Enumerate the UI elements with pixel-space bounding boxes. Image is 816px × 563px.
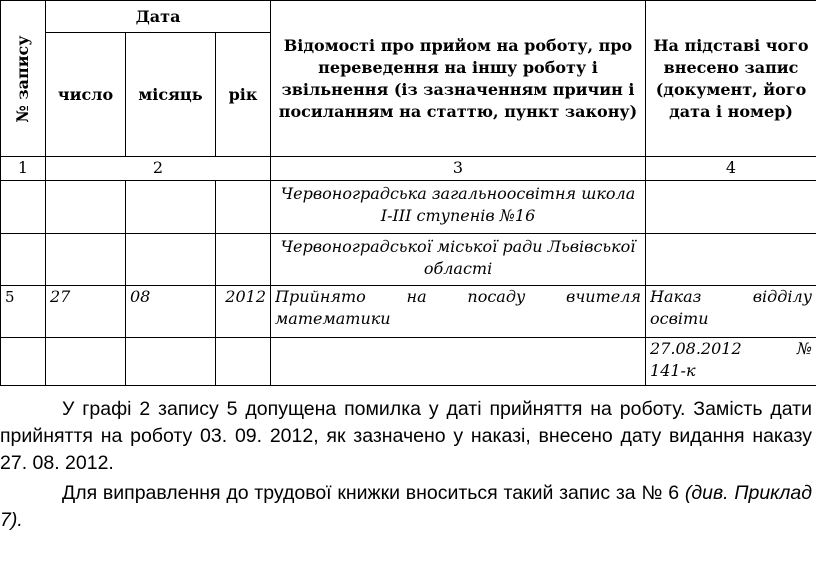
cell-day	[46, 234, 126, 286]
cell-month	[126, 234, 216, 286]
cell-info	[271, 338, 646, 386]
table-row	[1, 338, 816, 386]
paragraph-error-description: У графі 2 запису 5 допущена помилка у даті прийняття на роботу. Замість дати прийняття на роботу 03. 09. 2012, як зазначено у наказі, внесено дату видання наказу 27. 08. 2012.	[0, 398, 812, 474]
cell-day: 27	[46, 286, 126, 338]
cell-info: Червоноградської міської ради Львівської області	[271, 234, 646, 286]
cell-info: Прийнято на посаду вчителя математики	[271, 286, 646, 338]
cell-year	[216, 234, 271, 286]
header-record-number: № запису	[1, 1, 46, 157]
cell-basis	[646, 234, 816, 286]
cell-no	[1, 181, 46, 234]
cell-day	[46, 181, 126, 234]
cell-no: 5	[1, 286, 46, 338]
cell-info: Червоноградська загальноосвітня школа I-III ступенів №16	[271, 181, 646, 234]
cell-month: 08	[126, 286, 216, 338]
cell-basis: 27.08.2012 № 141-к	[646, 338, 816, 386]
header-info: Відомості про прийом на роботу, про переведення на іншу роботу і звільнення (із зазначенням причин і посиланням на статтю, пункт закону)	[271, 1, 646, 157]
example-reference: (див. Приклад 7).	[0, 482, 812, 531]
header-date: Дата	[46, 1, 271, 33]
header-basis: На підставі чого внесено запис (документ, його дата і номер)	[646, 1, 816, 157]
column-number-1: 1	[1, 157, 46, 181]
column-number-2: 2	[46, 157, 271, 181]
header-month: місяць	[126, 33, 216, 157]
header-year: рік	[216, 33, 271, 157]
header-day: число	[46, 33, 126, 157]
cell-no	[1, 338, 46, 386]
table-row	[1, 181, 816, 234]
column-number-3: 3	[271, 157, 646, 181]
cell-basis	[646, 181, 816, 234]
cell-month	[126, 338, 216, 386]
paragraph-correction-text: Для виправлення до трудової книжки вноситься такий запис за № 6	[62, 482, 685, 504]
cell-year	[216, 338, 271, 386]
cell-year: 2012	[216, 286, 271, 338]
cell-month	[126, 181, 216, 234]
table-row	[1, 286, 816, 338]
cell-basis: Наказ відділу освіти	[646, 286, 816, 338]
cell-no	[1, 234, 46, 286]
column-number-4: 4	[646, 157, 816, 181]
cell-day	[46, 338, 126, 386]
cell-year	[216, 181, 271, 234]
paragraph-correction	[0, 480, 812, 534]
table-row	[1, 234, 816, 286]
